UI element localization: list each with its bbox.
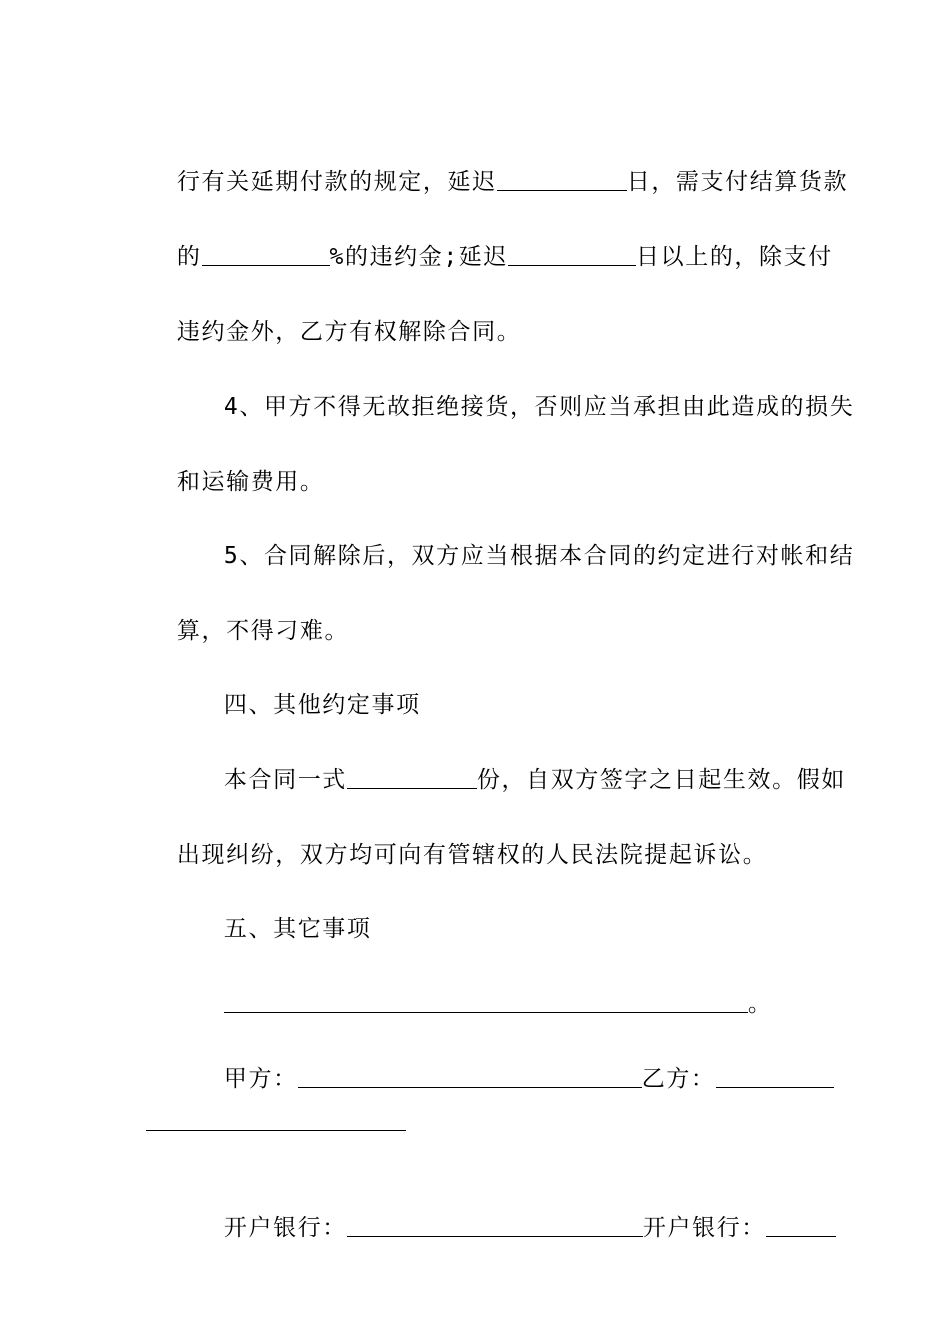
text-line [146, 437, 325, 497]
continuation-blank [146, 1130, 406, 1131]
fill-in-blank [347, 768, 477, 789]
text-line [146, 212, 833, 272]
signature-line [193, 1034, 834, 1094]
text-line [146, 287, 521, 347]
bank-a-label: 开户银行： [223, 1215, 347, 1241]
text-segment: 日，需支付结算货款 [626, 169, 849, 195]
section-heading [193, 884, 372, 944]
text-segment: 5、合同解除后，双方应当根据本合同的约定进行对帐和结 [223, 543, 855, 569]
text-segment: 份，自双方签字之日起生效。假如 [476, 767, 846, 793]
bank-b-blank [766, 1216, 836, 1237]
party-a-label: 甲方： [223, 1066, 298, 1092]
text-segment: 行有关延期付款的规定，延迟 [176, 169, 497, 195]
section-heading [193, 660, 421, 720]
text-segment: 日以上的，除支付 [636, 244, 833, 270]
fill-in-blank [508, 245, 636, 266]
text-line [146, 137, 848, 197]
text-line [146, 810, 767, 870]
text-segment: 四、其他约定事项 [223, 692, 421, 718]
bank-line [193, 1183, 836, 1243]
text-segment: 五、其它事项 [223, 916, 372, 942]
text-line [193, 511, 854, 571]
fill-in-blank [202, 245, 330, 266]
text-segment: 出现纠纷，双方均可向有管辖权的人民法院提起诉讼。 [176, 842, 768, 868]
fill-in-blank [497, 170, 627, 191]
party-b-label: 乙方： [641, 1066, 716, 1092]
text-segment: %的违约金;延迟 [329, 244, 509, 270]
text-line [146, 586, 349, 646]
text-segment: 。 [747, 991, 773, 1017]
text-segment: 4、甲方不得无故拒绝接货，否则应当承担由此造成的损失 [223, 394, 855, 420]
text-line [193, 735, 846, 795]
bank-b-label: 开户银行： [642, 1215, 766, 1241]
text-segment: 和运输费用。 [176, 469, 325, 495]
text-segment: 违约金外，乙方有权解除合同。 [176, 319, 522, 345]
text-line [193, 362, 854, 422]
text-segment: 的 [176, 244, 202, 270]
text-line [193, 959, 773, 1019]
party-a-blank [298, 1067, 642, 1088]
text-segment: 算，不得刁难。 [176, 618, 350, 644]
text-segment: 本合同一式 [223, 767, 347, 793]
bank-a-blank [347, 1216, 643, 1237]
fill-in-blank [224, 992, 748, 1013]
party-b-blank [716, 1067, 834, 1088]
